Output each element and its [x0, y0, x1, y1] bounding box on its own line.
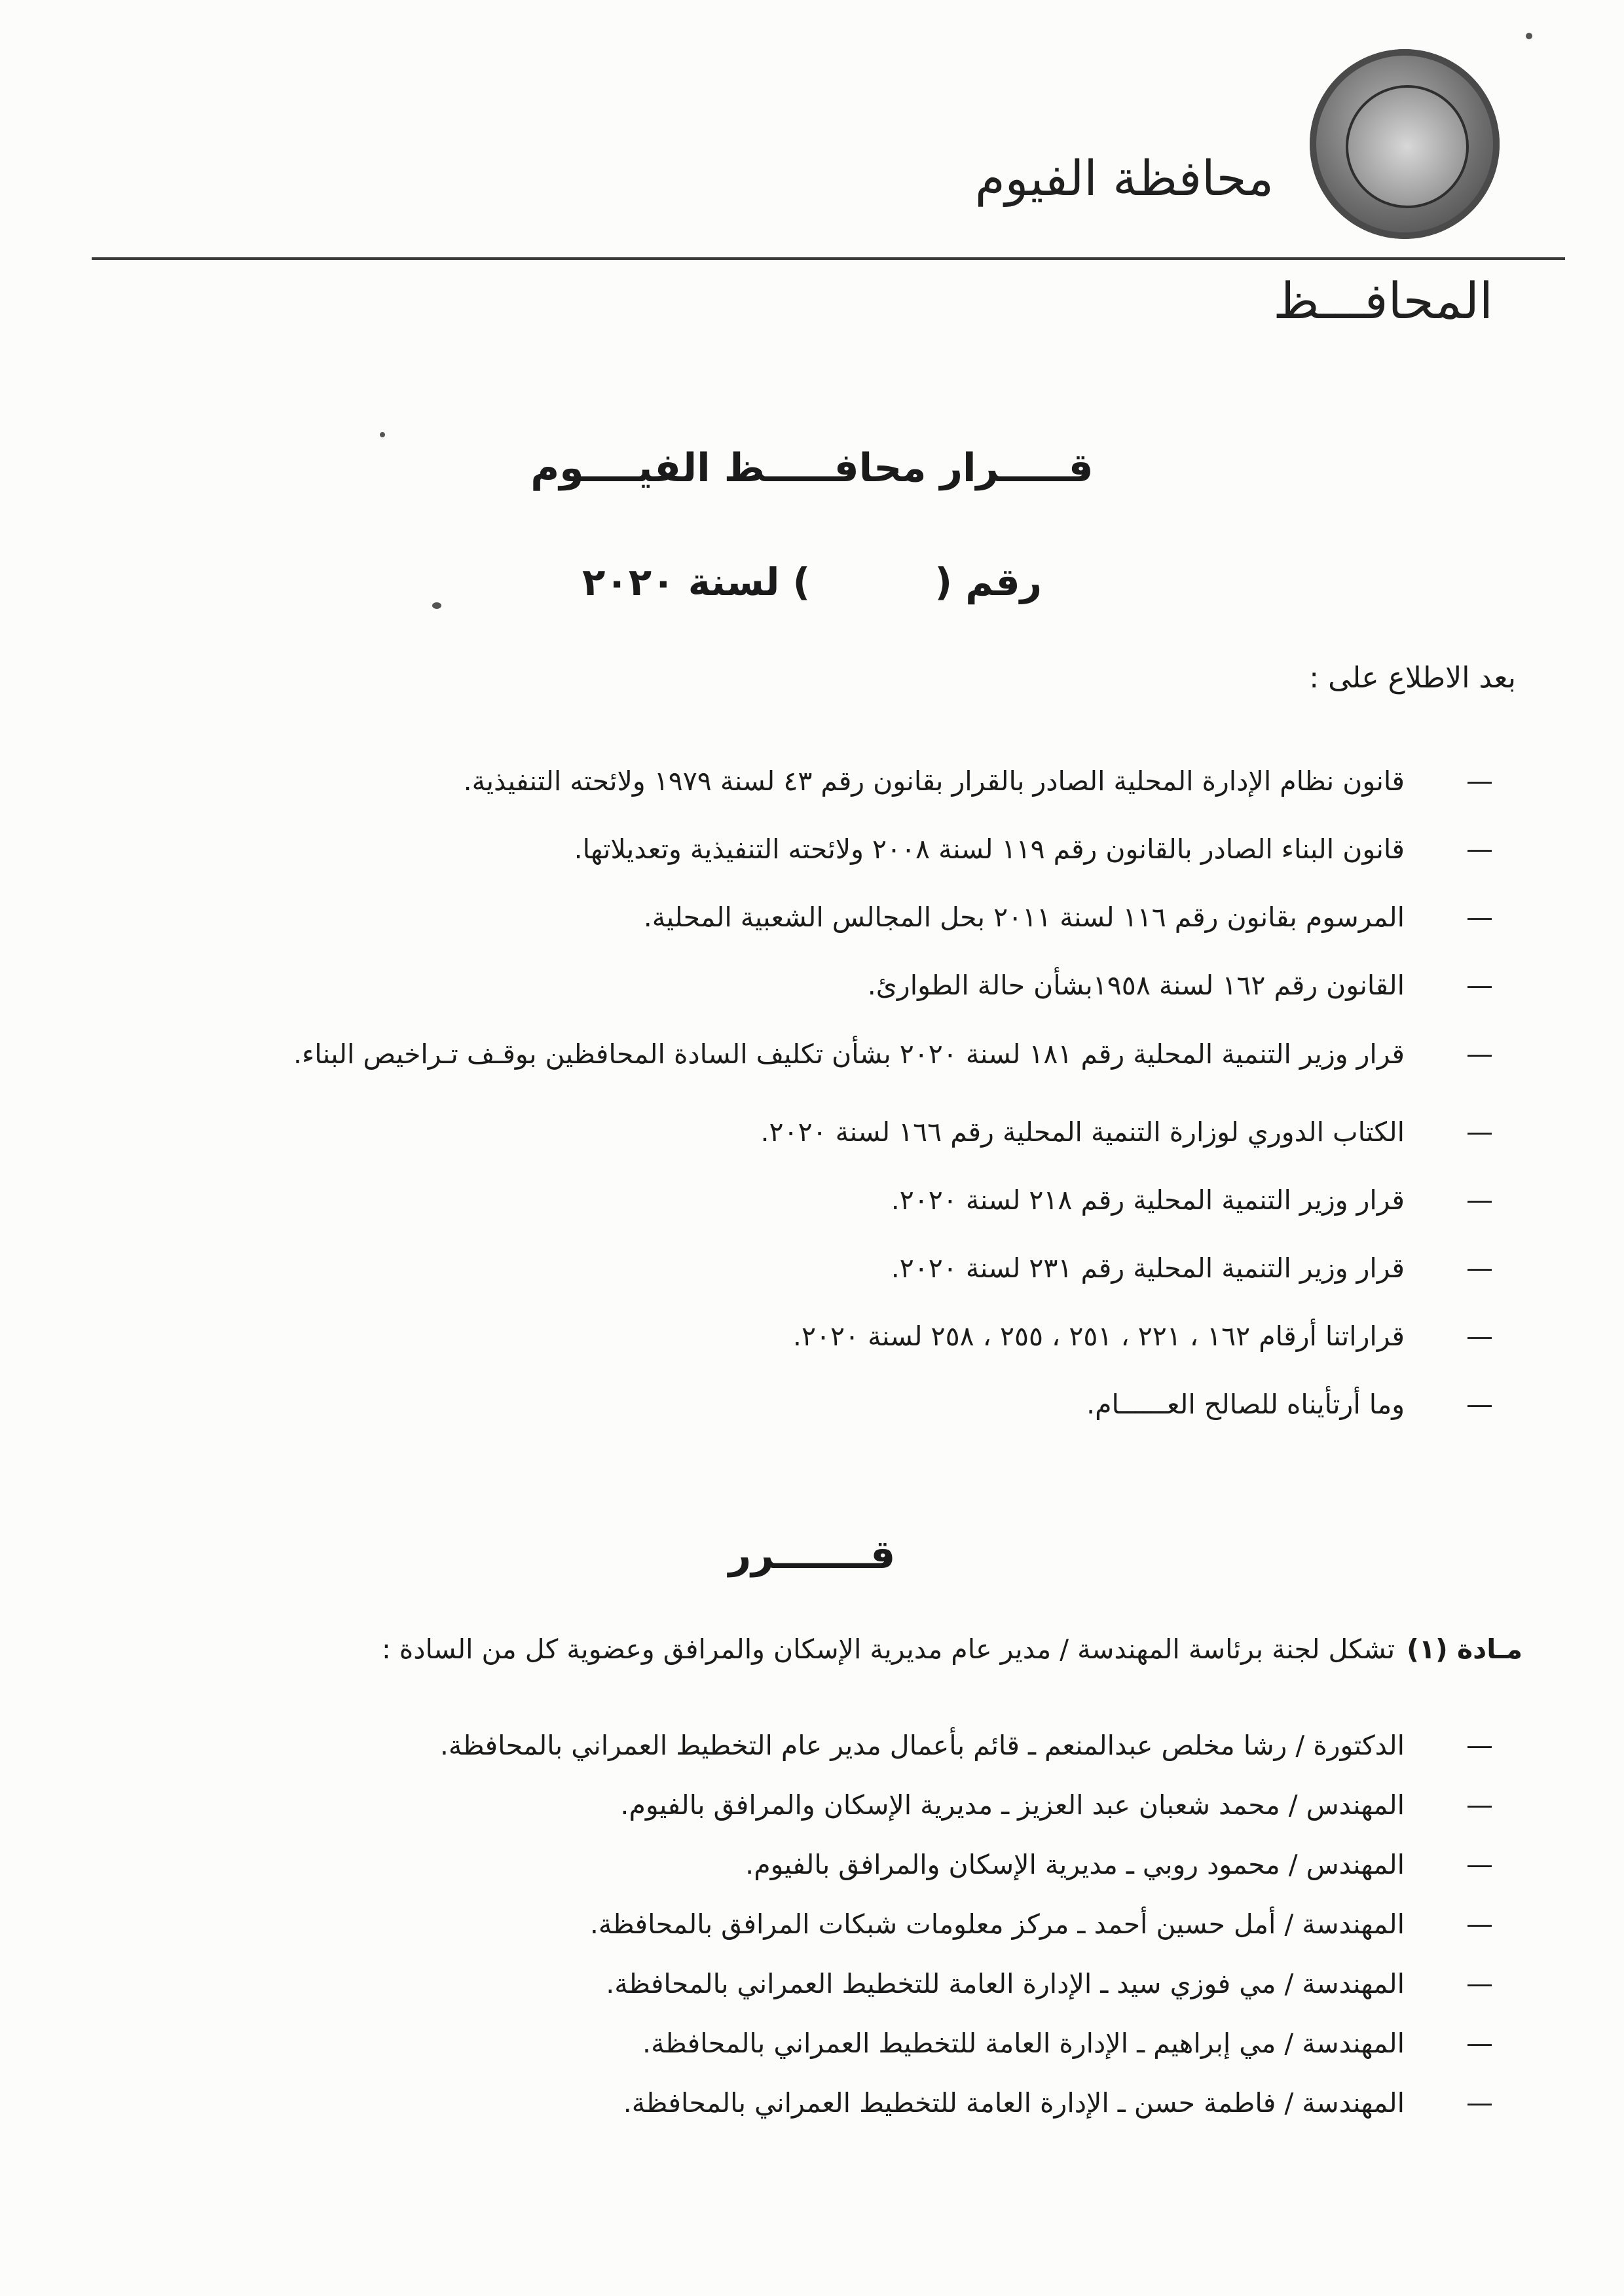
seal-inner-emblem: [1346, 85, 1469, 208]
legal-reference-text: المرسوم بقانون رقم ١١٦ لسنة ٢٠١١ بحل المجالس الشعبية المحلية.: [643, 902, 1405, 933]
committee-member-text: الدكتورة / رشا مخلص عبدالمنعم ـ قائم بأعمال مدير عام التخطيط العمراني بالمحافظة.: [439, 1730, 1405, 1761]
legal-reference-text: وما أرتأيناه للصالح العــــــام.: [1086, 1389, 1405, 1420]
legal-reference-item: [121, 1318, 1493, 1355]
legal-references-list: [121, 763, 1493, 1454]
decree-number-line: [0, 560, 1624, 604]
scan-speck: [1526, 33, 1532, 39]
legal-reference-text: قراراتنا أرقام ١٦٢ ، ٢٢١ ، ٢٥١ ، ٢٥٥ ، ٢٥٨ لسنة ٢٠٢٠.: [792, 1321, 1405, 1352]
committee-member-item: [226, 1787, 1493, 1823]
bullet-dash: —: [1466, 1038, 1493, 1070]
governorate-seal-logo: [1310, 49, 1500, 239]
committee-member-text: المهندس / محمود روبي ـ مديرية الإسكان والمرافق بالفيوم.: [745, 1849, 1405, 1880]
preamble-intro: بعد الاطلاع على :: [1309, 661, 1516, 695]
legal-reference-text: قانون نظام الإدارة المحلية الصادر بالقرار بقانون رقم ٤٣ لسنة ١٩٧٩ ولائحته التنفيذية.: [463, 765, 1405, 797]
bullet-dash: —: [1466, 2028, 1493, 2059]
article-1: [382, 1633, 1522, 1665]
bullet-dash: —: [1466, 1789, 1493, 1821]
decree-number-prefix: رقم (: [934, 560, 1043, 604]
bullet-dash: —: [1466, 2087, 1493, 2119]
committee-member-item: [226, 1965, 1493, 2002]
legal-reference-item: [121, 899, 1493, 936]
bullet-dash: —: [1466, 1849, 1493, 1880]
bullet-dash: —: [1466, 970, 1493, 1001]
bullet-dash: —: [1466, 1184, 1493, 1216]
legal-reference-item: [121, 967, 1493, 1004]
legal-reference-text: قرار وزير التنمية المحلية رقم ٢١٨ لسنة ٢٠٢٠.: [891, 1184, 1405, 1216]
legal-reference-item: [121, 1250, 1493, 1286]
decree-number-suffix: ) لسنة ٢٠٢٠: [581, 560, 811, 604]
governorate-name: محافظة الفيوم: [974, 151, 1274, 207]
bullet-dash: —: [1466, 1968, 1493, 1999]
legal-reference-item: [121, 1114, 1493, 1150]
committee-member-item: [226, 2085, 1493, 2121]
committee-members-list: [226, 1727, 1493, 2144]
legal-reference-item: [121, 831, 1493, 867]
committee-member-item: [226, 2025, 1493, 2062]
bullet-dash: —: [1466, 1730, 1493, 1761]
legal-reference-text: قرار وزير التنمية المحلية رقم ١٨١ لسنة ٢٠٢٠ بشأن تكليف السادة المحافظين بوقـف تـراخيص البناء.: [293, 1038, 1405, 1070]
committee-member-text: المهندسة / مي فوزي سيد ـ الإدارة العامة للتخطيط العمراني بالمحافظة.: [606, 1968, 1405, 1999]
committee-member-text: المهندسة / مي إبراهيم ـ الإدارة العامة للتخطيط العمراني بالمحافظة.: [642, 2028, 1405, 2059]
bullet-dash: —: [1466, 1321, 1493, 1352]
bullet-dash: —: [1466, 1252, 1493, 1284]
bullet-dash: —: [1466, 833, 1493, 865]
bullet-dash: —: [1466, 765, 1493, 797]
article-1-label: مـادة (١): [1407, 1633, 1522, 1665]
legal-reference-text: الكتاب الدوري لوزارة التنمية المحلية رقم ١٦٦ لسنة ٢٠٢٠.: [760, 1116, 1405, 1148]
legal-reference-text: قرار وزير التنمية المحلية رقم ٢٣١ لسنة ٢٠٢٠.: [891, 1252, 1405, 1284]
bullet-dash: —: [1466, 1908, 1493, 1940]
committee-member-text: المهندس / محمد شعبان عبد العزيز ـ مديرية الإسكان والمرافق بالفيوم.: [620, 1789, 1405, 1821]
scan-speck: [380, 432, 385, 437]
header-divider: [92, 257, 1565, 260]
legal-reference-item: [121, 1386, 1493, 1423]
legal-reference-item: [121, 1026, 1493, 1082]
resolved-heading: قـــــــرر: [728, 1532, 896, 1578]
article-1-text: تشكل لجنة برئاسة المهندسة / مدير عام مديرية الإسكان والمرافق وعضوية كل من السادة :: [381, 1633, 1395, 1665]
committee-member-item: [226, 1906, 1493, 1942]
legal-reference-item: [121, 1182, 1493, 1218]
legal-reference-text: قانون البناء الصادر بالقانون رقم ١١٩ لسنة ٢٠٠٨ ولائحته التنفيذية وتعديلاتها.: [574, 833, 1405, 865]
bullet-dash: —: [1466, 1116, 1493, 1148]
governor-office: المحافـــظ: [1273, 272, 1493, 330]
committee-member-item: [226, 1727, 1493, 1764]
scan-speck: [432, 602, 441, 609]
decree-title: قـــــرار محافـــــظ الفيــــوم: [530, 445, 1094, 491]
committee-member-text: المهندسة / أمل حسين أحمد ـ مركز معلومات شبكات المرافق بالمحافظة.: [589, 1908, 1405, 1940]
committee-member-item: [226, 1846, 1493, 1883]
legal-reference-item: [121, 763, 1493, 799]
bullet-dash: —: [1466, 1389, 1493, 1420]
committee-member-text: المهندسة / فاطمة حسن ـ الإدارة العامة للتخطيط العمراني بالمحافظة.: [623, 2087, 1405, 2119]
bullet-dash: —: [1466, 902, 1493, 933]
legal-reference-text: القانون رقم ١٦٢ لسنة ١٩٥٨بشأن حالة الطوارئ.: [867, 970, 1405, 1001]
